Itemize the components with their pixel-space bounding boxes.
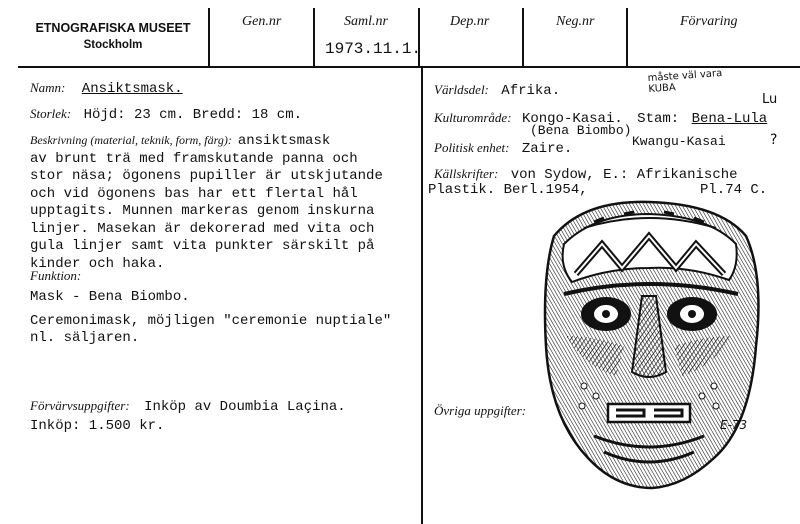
handwritten-question-mark: ? [770,132,778,148]
kultur-label: Kulturområde: [434,110,512,125]
forvarv-value: Inköp av Doumbia Laçina. [144,399,346,415]
kwangu-kasai-note: Kwangu-Kasai [632,134,726,149]
forvarv-row [30,398,346,415]
bena-biombo-note: (Bena Biombo) [530,123,632,138]
body-center-divider [421,68,423,524]
storlek-label: Storlek: [30,106,72,121]
mask-illustration [524,196,774,496]
kultur-value: Kongo-Kasai. [521,111,623,127]
storlek-value: Höjd: 23 cm. Bredd: 18 cm. [83,107,302,123]
politisk-label: Politisk enhet: [434,140,510,155]
funktion-line: nl. säljaren. [30,330,140,346]
museum-city: Stockholm [83,39,143,51]
kall-value-3: Pl.74 C. [700,182,768,198]
beskrivning-line: linjer. Masekan är dekorerad med vita och [30,220,375,237]
stam-value: Bena-Lula [691,111,768,127]
header-divider-5 [626,8,628,66]
header-bottom-rule [18,66,800,68]
namn-row [30,80,183,97]
kall-row [434,166,738,183]
beskrivning-line: upptagits. Munnen markeras genom inskurna [30,203,375,219]
header-divider-1 [208,8,210,66]
beskrivning-line: gula linjer samt vita punkter särskilt på [30,238,375,254]
neg-nr-label: Neg.nr [556,14,595,29]
museum-header [18,20,208,54]
header-divider-4 [522,8,524,66]
beskrivning-line: kinder och haka. [30,255,165,272]
beskrivning-line: stor näsa; ögonens pupiller är utskjutande [30,168,383,184]
funktion-line: Ceremonimask, möjligen "ceremonie nuptiale" [30,313,392,329]
forvarv-label: Förvärvsuppgifter: [30,398,130,413]
handwritten-stam-correction: Lu [762,92,778,107]
dep-nr-label: Dep.nr [450,14,490,29]
beskrivning-line: ansiktsmask [237,133,331,149]
museum-name: ETNOGRAFISKA MUSEET [35,21,191,35]
storlek-row [30,106,302,123]
kall-label: Källskrifter: [434,166,499,181]
kall-value-1: von Sydow, E.: Afrikanische [510,167,738,183]
inkop-value: Inköp: 1.500 kr. [30,418,165,434]
funktion-line: Mask - Bena Biombo. [30,289,190,305]
politisk-row [434,140,573,157]
stam-label: Stam: [637,111,680,127]
beskrivning-block [30,132,420,273]
politisk-value: Zaire. [521,141,573,157]
mask-mouth [608,404,690,422]
header-divider-2 [313,8,315,66]
varldsdel-value: Afrika. [501,83,561,99]
handwritten-note-kuba: måste väl vara KUBA [647,67,723,96]
beskrivning-line: av brunt trä med framskutande panna och [30,150,358,167]
handwritten-signature: E-73 [720,418,748,432]
gen-nr-label: Gen.nr [242,14,282,29]
saml-nr-value: 1973.11.1. [325,40,422,58]
namn-value: Ansiktsmask. [81,81,183,97]
beskrivning-label: Beskrivning (material, teknik, form, färg): [30,133,232,147]
funktion-label: Funktion: [30,268,82,283]
beskrivning-first-line [30,132,420,151]
saml-nr-label: Saml.nr [344,14,388,29]
beskrivning-line: och vid ögonens bas har ett flertal hål [30,185,358,202]
varldsdel-row [434,82,561,99]
varldsdel-label: Världsdel: [434,82,489,97]
forvaring-label: Förvaring [680,14,738,29]
ovriga-label: Övriga uppgifter: [434,403,527,418]
kall-value-2: Plastik. Berl.1954, [428,182,588,198]
namn-label: Namn: [30,80,66,95]
